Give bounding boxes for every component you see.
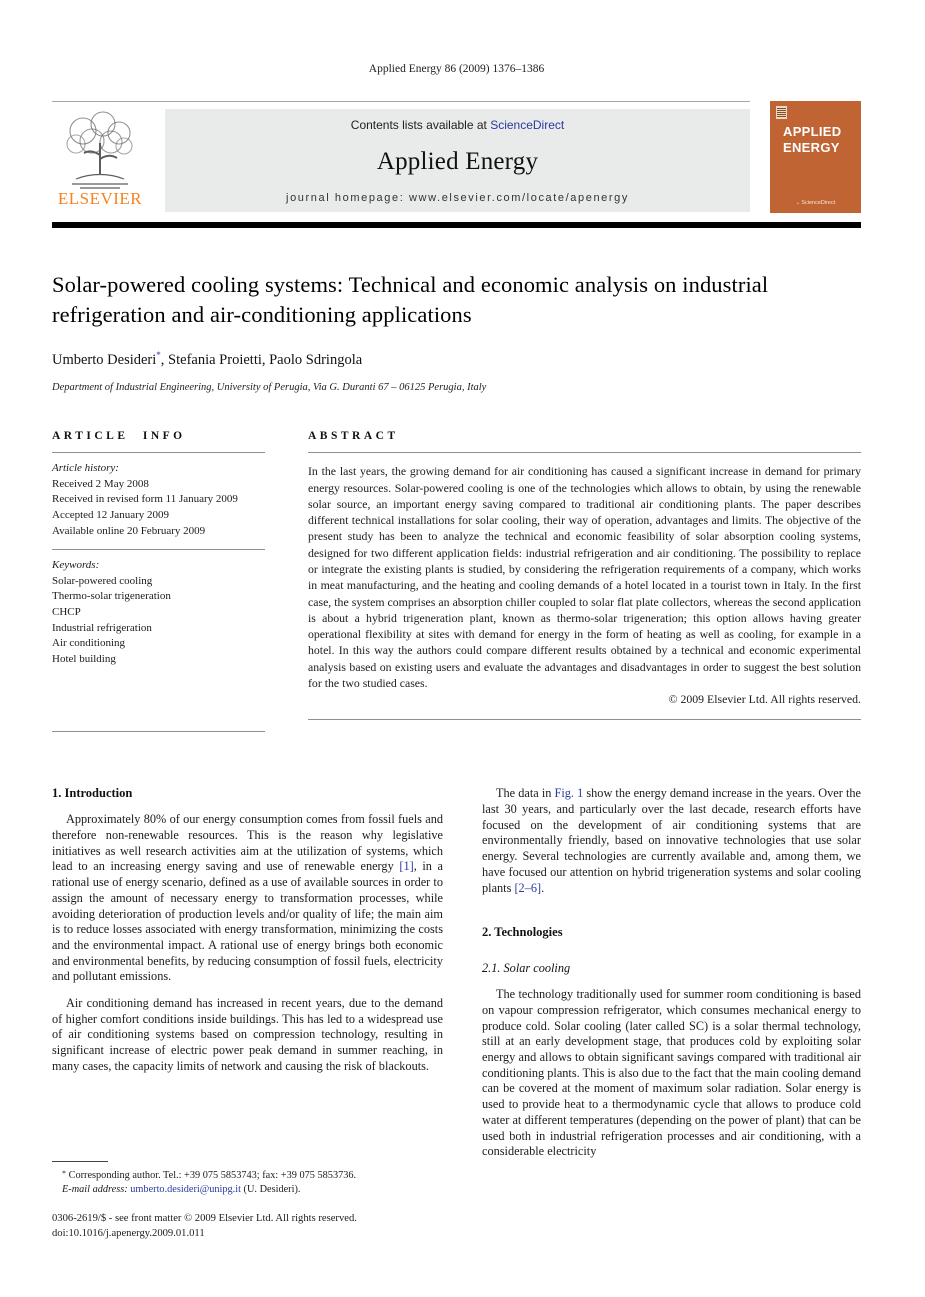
history-item: Received 2 May 2008 (52, 477, 149, 490)
abstract-bottom-rule (308, 719, 861, 720)
contents-list-text: Contents lists available at (350, 118, 491, 132)
journal-banner (165, 109, 750, 212)
author-line (52, 350, 861, 369)
journal-cover-thumbnail[interactable] (770, 101, 861, 213)
cover-title (783, 124, 841, 157)
elsevier-wordmark: ELSEVIER (57, 189, 143, 208)
keywords-divider-rule (52, 549, 265, 550)
cover-mini-logo-icon (776, 106, 787, 119)
keyword-item: Air conditioning (52, 637, 126, 650)
history-item: Available online 20 February 2009 (52, 524, 206, 537)
history-item: Received in revised form 11 January 2009 (52, 493, 238, 506)
keyword-item: Solar-powered cooling (52, 574, 153, 587)
intro-paragraph-2: Air conditioning demand has increased in recent years, due to the demand of higher comfort conditions inside buildings. This has led to a widespread use of air conditioning systems based on compression technology, resulting in significant increase of electric power peak demand in summer reaching, in many cases, the capacity limits of network and causing the risk of blackouts. (52, 996, 443, 1073)
journal-title: Applied Energy (376, 148, 539, 175)
email-suffix: (U. Desideri). (240, 1184, 301, 1195)
meta-section (52, 430, 861, 740)
elsevier-logo[interactable] (52, 109, 148, 212)
footnote-contact-text: Corresponding author. Tel.: +39 075 5853743; fax: +39 075 5853736. (66, 1170, 357, 1181)
journal-header (52, 101, 861, 213)
footnote-contact-line (52, 1167, 443, 1183)
body-left-column (52, 786, 443, 1160)
footnote-email-line (52, 1183, 443, 1197)
inline-citation-link[interactable]: [1] (399, 859, 414, 874)
cover-brand-text: ScienceDirect (801, 200, 836, 206)
elsevier-tree-icon (56, 109, 144, 191)
abstract-top-rule (308, 452, 861, 453)
article-body (52, 786, 861, 1160)
intro-paragraph-3: The data in Fig. 1 show the energy demand increase in the years. Over the last 30 years, and particularly over the last decade, research efforts have focused on the development of air conditioning systems that are environmentally friendly, based on innovative technologies that use solar energy. Several technologies are currently available and, among them, we have focused our attention on hybrid trigeneration systems and solar cooling plants [2–6]. (482, 786, 861, 895)
email-label: E-mail address: (62, 1184, 128, 1195)
corresponding-author-footnote (52, 1161, 443, 1197)
inline-citation-link[interactable]: Fig. 1 (554, 786, 584, 801)
subsection-heading-solar-cooling: 2.1. Solar cooling (482, 961, 571, 976)
paper-page (0, 63, 925, 1297)
header-divider-bar (52, 222, 861, 228)
article-info-top-rule (52, 452, 265, 453)
corresponding-author-marker[interactable]: * (156, 350, 161, 361)
issn-line: 0306-2619/$ - see front matter © 2009 Elsevier Ltd. All rights reserved. (52, 1213, 357, 1224)
doi-line[interactable]: doi:10.1016/j.apenergy.2009.01.011 (52, 1228, 205, 1239)
footnote-marker: * (62, 1169, 66, 1178)
journal-header-left (52, 101, 750, 212)
author-rest: , Stefania Proietti, Paolo Sdringola (160, 352, 363, 369)
keyword-item: Thermo-solar trigeneration (52, 590, 171, 603)
affiliation: Department of Industrial Engineering, University of Perugia, Via G. Duranti 67 – 06125 Perugia, Italy (52, 382, 487, 394)
abstract-text: In the last years, the growing demand for air conditioning has caused a significant increase in demand for primary energy resources. Solar-powered cooling is one of the technologies which allows to obtain, by using the renewable solar source, an important energy saving compared to traditional air conditioning plants. The paper describes different technical installations for solar cooling, their way of operation, advantages and limits. The objective of the present study has been to analyze the technical and economic feasibility of solar absorption cooling systems, designed for two different application fields: industrial refrigeration and air conditioning. The possibility to replace or integrate the existing plants is studied, by considering the refrigeration requirements of a company, which works in meat manufacturing, and the heating and cooling demands of a hotel located in a tourist town in Italy. In the first case, the system comprises an absorption chiller coupled to solar flat plate collectors, whereas the second application is about a hybrid trigeneration plant, known as thermo-solar trigeneration; this option allows having greater operational flexibility at sites with demand for energy in the form of heating as well as cooling, for example in a hotel. In this way the authors could compare different results obtained by a technical and economic experimental analysis based on existing users and evaluate the advantages and disadvantages in order to suggest the best solution for the two studied cases. (308, 464, 861, 691)
solar-cooling-paragraph: The technology traditionally used for summer room conditioning is based on vapour compression refrigerator, which consumes mechanical energy to produce cold. Solar cooling (later called SC) is a solar thermal technology, still at an early development stage, that produces cold by exploiting solar energy and allows to obtain significant savings compared with traditional air conditioning plants. This is also due to the fact that the main cooling demand can be covered at the moment of maximum solar radiation. Solar energy is used to provide heat to a thermodynamic cycle that allows to produce cold water at different temperatures (depending on the power of plant) that can be used both in industrial refrigeration processes and air conditioning, with a considerable electricity (482, 987, 861, 1159)
keyword-item: CHCP (52, 605, 81, 618)
email-link[interactable]: umberto.desideri@unipg.it (130, 1184, 241, 1195)
sciencedirect-link[interactable]: ScienceDirect (490, 118, 565, 132)
article-info-bottom-rule (52, 731, 265, 732)
section-heading-technologies: 2. Technologies (482, 925, 563, 940)
imprint-block (52, 1211, 357, 1241)
keyword-item: Hotel building (52, 652, 116, 665)
keywords-block (52, 558, 265, 667)
article-info-column (52, 430, 265, 740)
footnote-rule (52, 1161, 108, 1162)
section-heading-introduction: 1. Introduction (52, 786, 133, 801)
article-history (52, 461, 265, 539)
abstract-column (308, 430, 861, 740)
abstract-copyright: © 2009 Elsevier Ltd. All rights reserved. (668, 692, 861, 707)
keywords-label: Keywords: (52, 559, 100, 572)
cover-title-line2: ENERGY (783, 140, 840, 156)
journal-homepage-link[interactable]: journal homepage: www.elsevier.com/locate/apenergy (286, 192, 629, 204)
cover-title-line1: APPLIED (783, 124, 842, 139)
sciencedirect-caret-icon: ⌄ (795, 200, 802, 206)
author-first: Umberto Desideri (52, 352, 157, 369)
cover-sciencedirect-brand (770, 200, 861, 206)
inline-citation-link[interactable]: [2–6] (514, 880, 542, 895)
journal-citation: Applied Energy 86 (2009) 1376–1386 (368, 63, 545, 75)
abstract-header: ABSTRACT (308, 430, 399, 443)
title-block (52, 270, 861, 393)
contents-list-line (175, 118, 740, 132)
article-info-header: ARTICLE INFO (52, 430, 186, 443)
body-right-column (482, 786, 861, 1160)
article-history-label: Article history: (52, 462, 119, 475)
intro-paragraph-1: Approximately 80% of our energy consumption comes from fossil fuels and therefore non-renewable resources. This is the reason why legislative initiatives as well research activities aim at the utilization of systems, which lead to an increasing energy saving and use of renewable energy [1], in a rational use of energy scenario, defined as a use of available sources in order to assign the amount of necessary energy to transformation processes, while avoiding deterioration of production levels and/or quality of life; the main aim is to reduce losses associated with energy transformation, minimizing the costs and the environmental impact. A rational use of energy brings both economic and environmental benefits, by reducing consumption of fossil fuels, electricity and pollutant emissions. (52, 812, 443, 984)
history-item: Accepted 12 January 2009 (52, 508, 169, 521)
keyword-item: Industrial refrigeration (52, 621, 152, 634)
article-title: Solar-powered cooling systems: Technical and economic analysis on industrial refrigeration and air-conditioning applications (52, 272, 769, 327)
